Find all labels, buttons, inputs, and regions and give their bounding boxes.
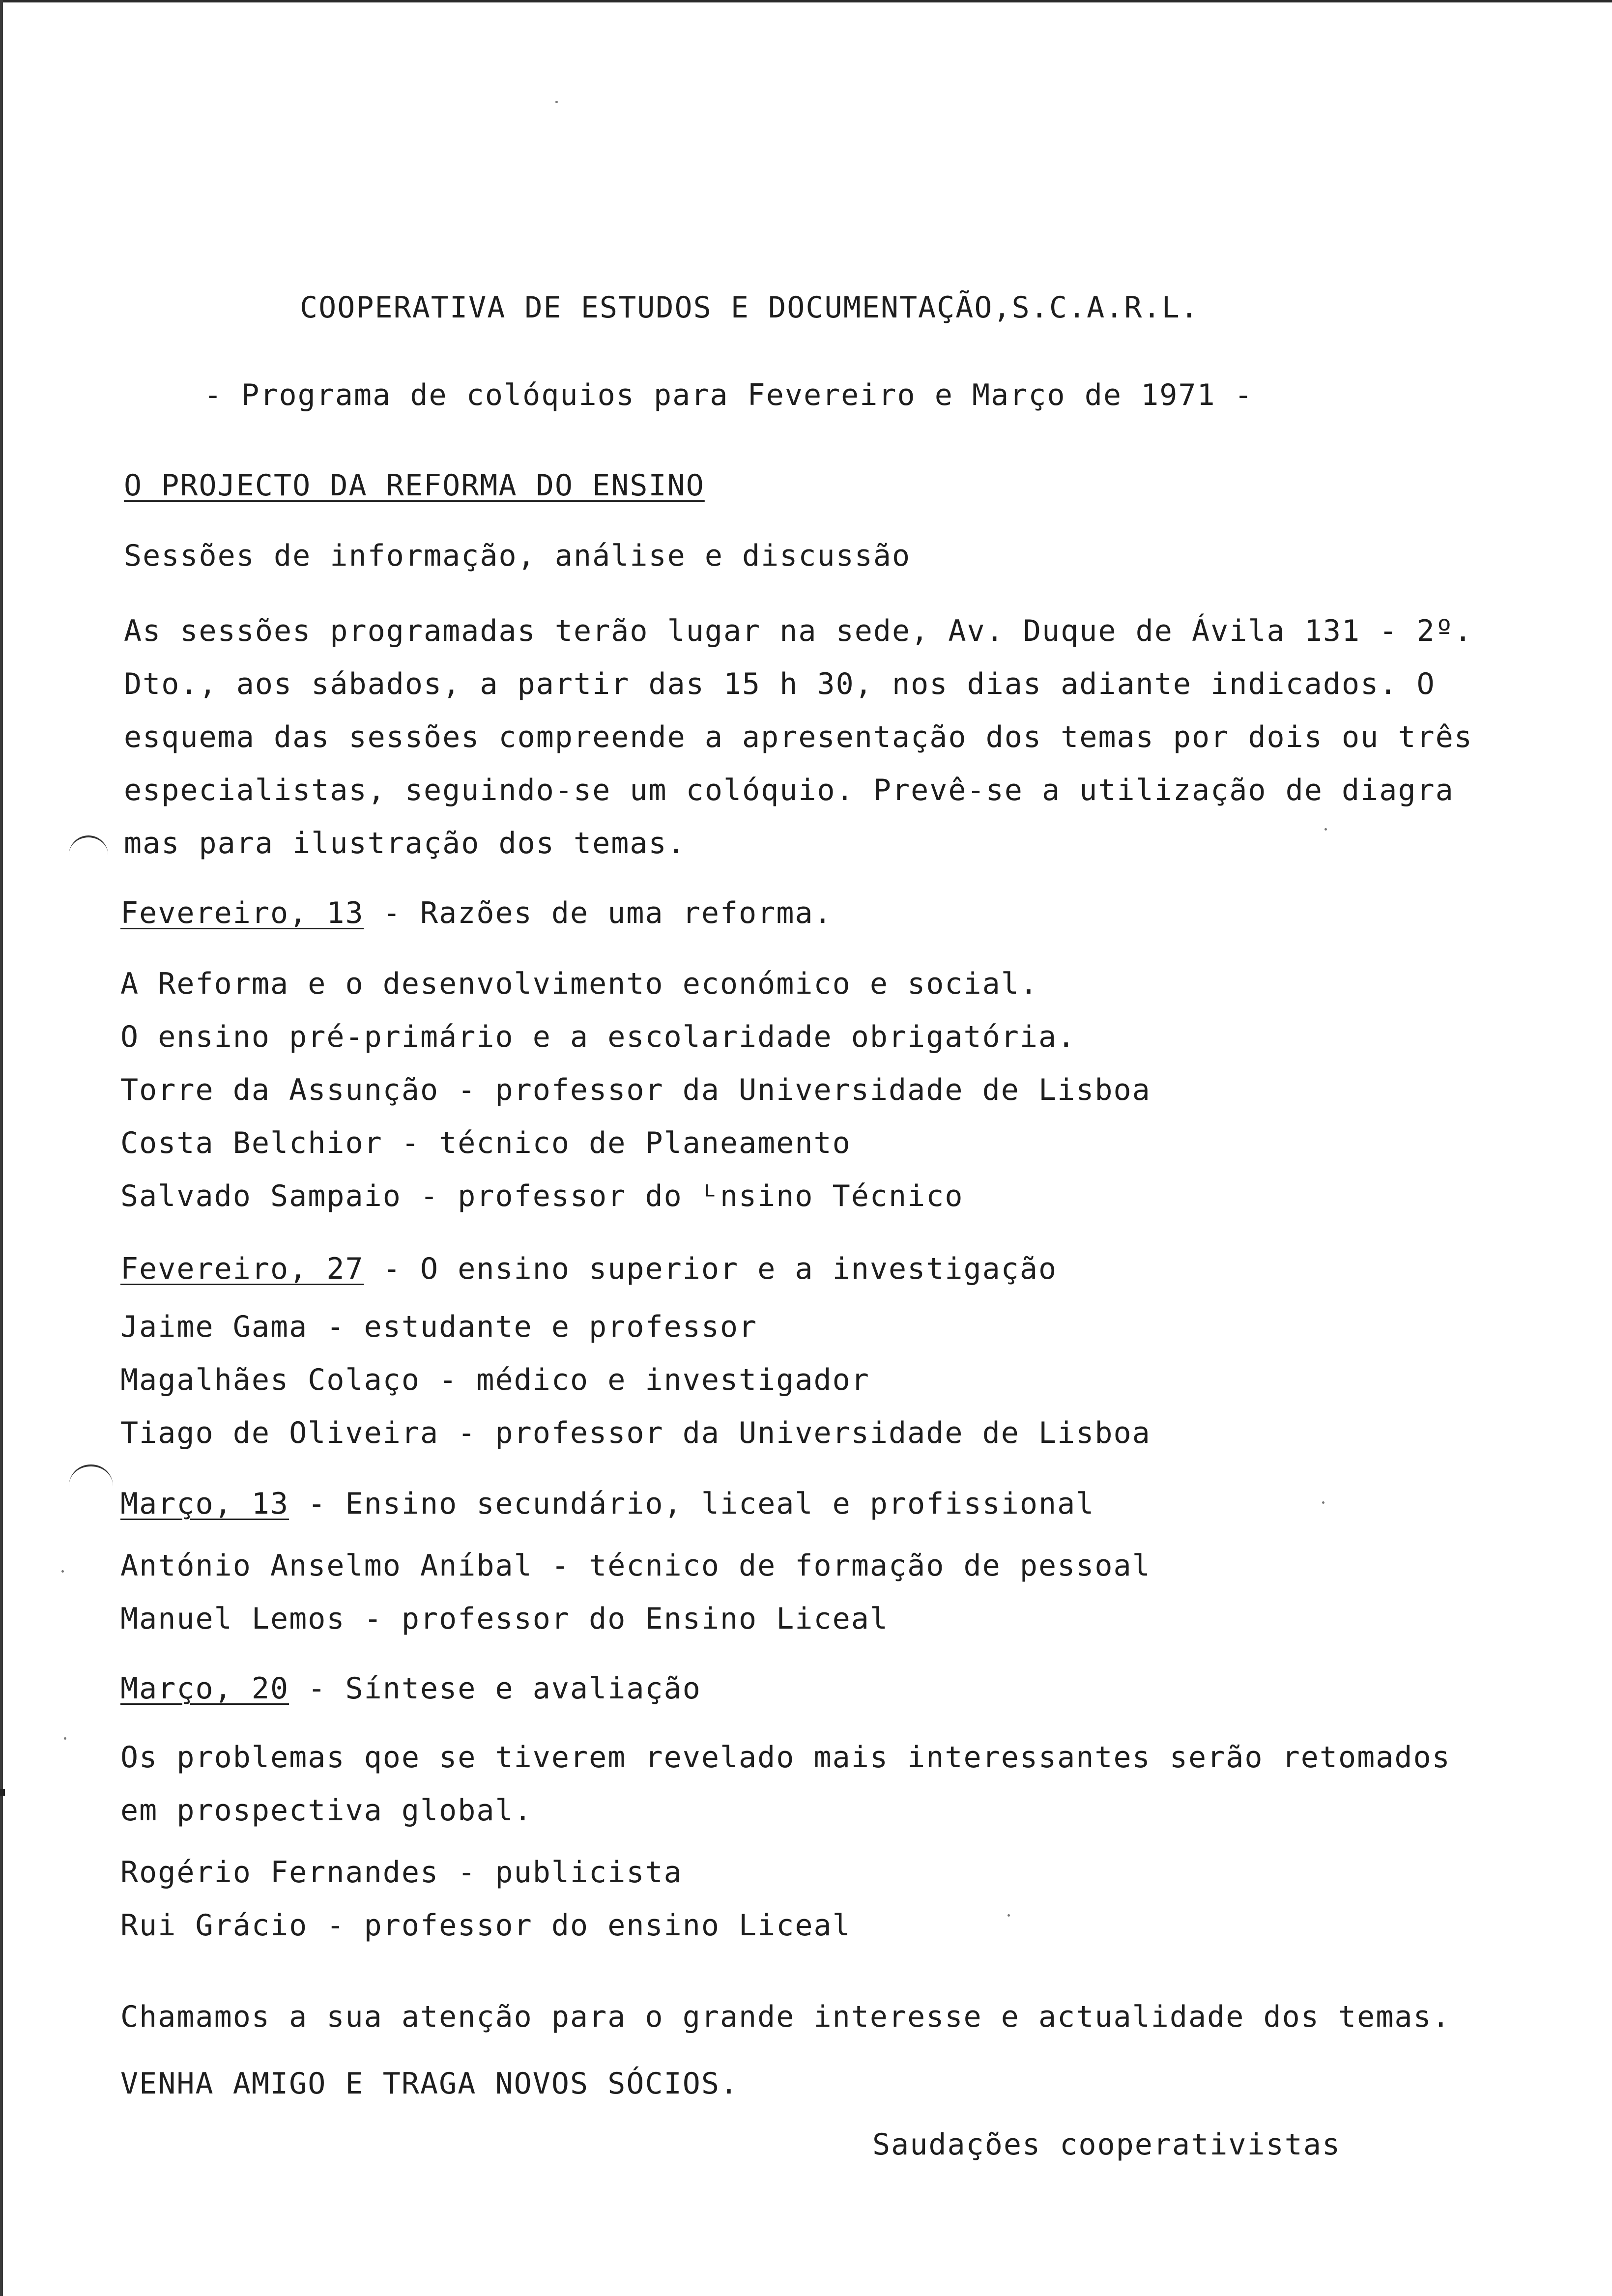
- session-date: Março, 20: [120, 1671, 289, 1706]
- intro-heading: Sessões de informação, análise e discussão: [124, 539, 911, 573]
- organization-heading: COOPERATIVA DE ESTUDOS E DOCUMENTAÇÃO,S.C.A.R.L.: [300, 290, 1199, 325]
- session-line: A Reforma e o desenvolvimento económico e social.: [120, 967, 1039, 1001]
- session-title: - Ensino secundário, liceal e profissional: [308, 1487, 1095, 1521]
- session-heading: [120, 1251, 1057, 1287]
- session-line: Rui Grácio - professor do ensino Liceal: [120, 1908, 851, 1943]
- speck: [1008, 1914, 1010, 1917]
- session-date: Fevereiro, 27: [120, 1252, 364, 1286]
- intro-line: esquema das sessões compreende a apresentação dos temas por dois ou três: [124, 720, 1473, 754]
- session-heading: [120, 1671, 701, 1706]
- closing-line: Chamamos a sua atenção para o grande interesse e actualidade dos temas.: [120, 2000, 1451, 2034]
- session-heading: [120, 1486, 1094, 1521]
- session-title: - Razões de uma reforma.: [382, 896, 833, 930]
- page-left-edge: [0, 0, 3, 2296]
- session-title: - O ensino superior e a investigação: [382, 1252, 1058, 1286]
- session-heading: [120, 895, 833, 931]
- intro-line: especialistas, seguindo-se um colóquio. Prevê-se a utilização de diagra: [124, 773, 1454, 807]
- session-line: Magalhães Colaço - médico e investigador: [120, 1363, 870, 1397]
- margin-mark: [69, 835, 108, 857]
- margin-mark: [69, 1464, 113, 1486]
- intro-line: mas para ilustração dos temas.: [124, 826, 686, 861]
- session-date: Março, 13: [120, 1487, 289, 1521]
- speck: [61, 1570, 64, 1573]
- speck: [1322, 1501, 1324, 1504]
- session-line: Manuel Lemos - professor do Ensino Liceal: [120, 1602, 889, 1636]
- session-line: Costa Belchior - técnico de Planeamento: [120, 1126, 851, 1160]
- closing-call: VENHA AMIGO E TRAGA NOVOS SÓCIOS.: [120, 2066, 739, 2101]
- speck: [1324, 828, 1327, 831]
- page-top-edge: [0, 0, 1612, 2]
- intro-line: Dto., aos sábados, a partir das 15 h 30, nos dias adiante indicados. O: [124, 667, 1436, 701]
- session-title: - Síntese e avaliação: [308, 1671, 701, 1706]
- speck: [555, 101, 558, 103]
- program-subtitle: - Programa de colóquios para Fevereiro e Março de 1971 -: [204, 378, 1253, 412]
- session-line: Os problemas qoe se tiverem revelado mais interessantes serão retomados: [120, 1740, 1451, 1775]
- session-line: António Anselmo Aníbal - técnico de formação de pessoal: [120, 1549, 1151, 1583]
- session-line: em prospectiva global.: [120, 1793, 533, 1828]
- signoff: Saudações cooperativistas: [872, 2127, 1341, 2162]
- session-line: O ensino pré-primário e a escolaridade obrigatória.: [120, 1020, 1076, 1054]
- section-title: O PROJECTO DA REFORMA DO ENSINO: [124, 468, 705, 503]
- session-line: Rogério Fernandes - publicista: [120, 1855, 683, 1890]
- edge-mark: [0, 1789, 5, 1796]
- intro-line: As sessões programadas terão lugar na sede, Av. Duque de Ávila 131 - 2º.: [124, 614, 1473, 648]
- session-line: Salvado Sampaio - professor do ᴸnsino Técnico: [120, 1179, 964, 1213]
- session-line: Torre da Assunção - professor da Universidade de Lisboa: [120, 1073, 1151, 1107]
- session-line: Tiago de Oliveira - professor da Universidade de Lisboa: [120, 1416, 1151, 1450]
- session-date: Fevereiro, 13: [120, 896, 364, 930]
- speck: [64, 1737, 66, 1740]
- session-line: Jaime Gama - estudante e professor: [120, 1310, 758, 1344]
